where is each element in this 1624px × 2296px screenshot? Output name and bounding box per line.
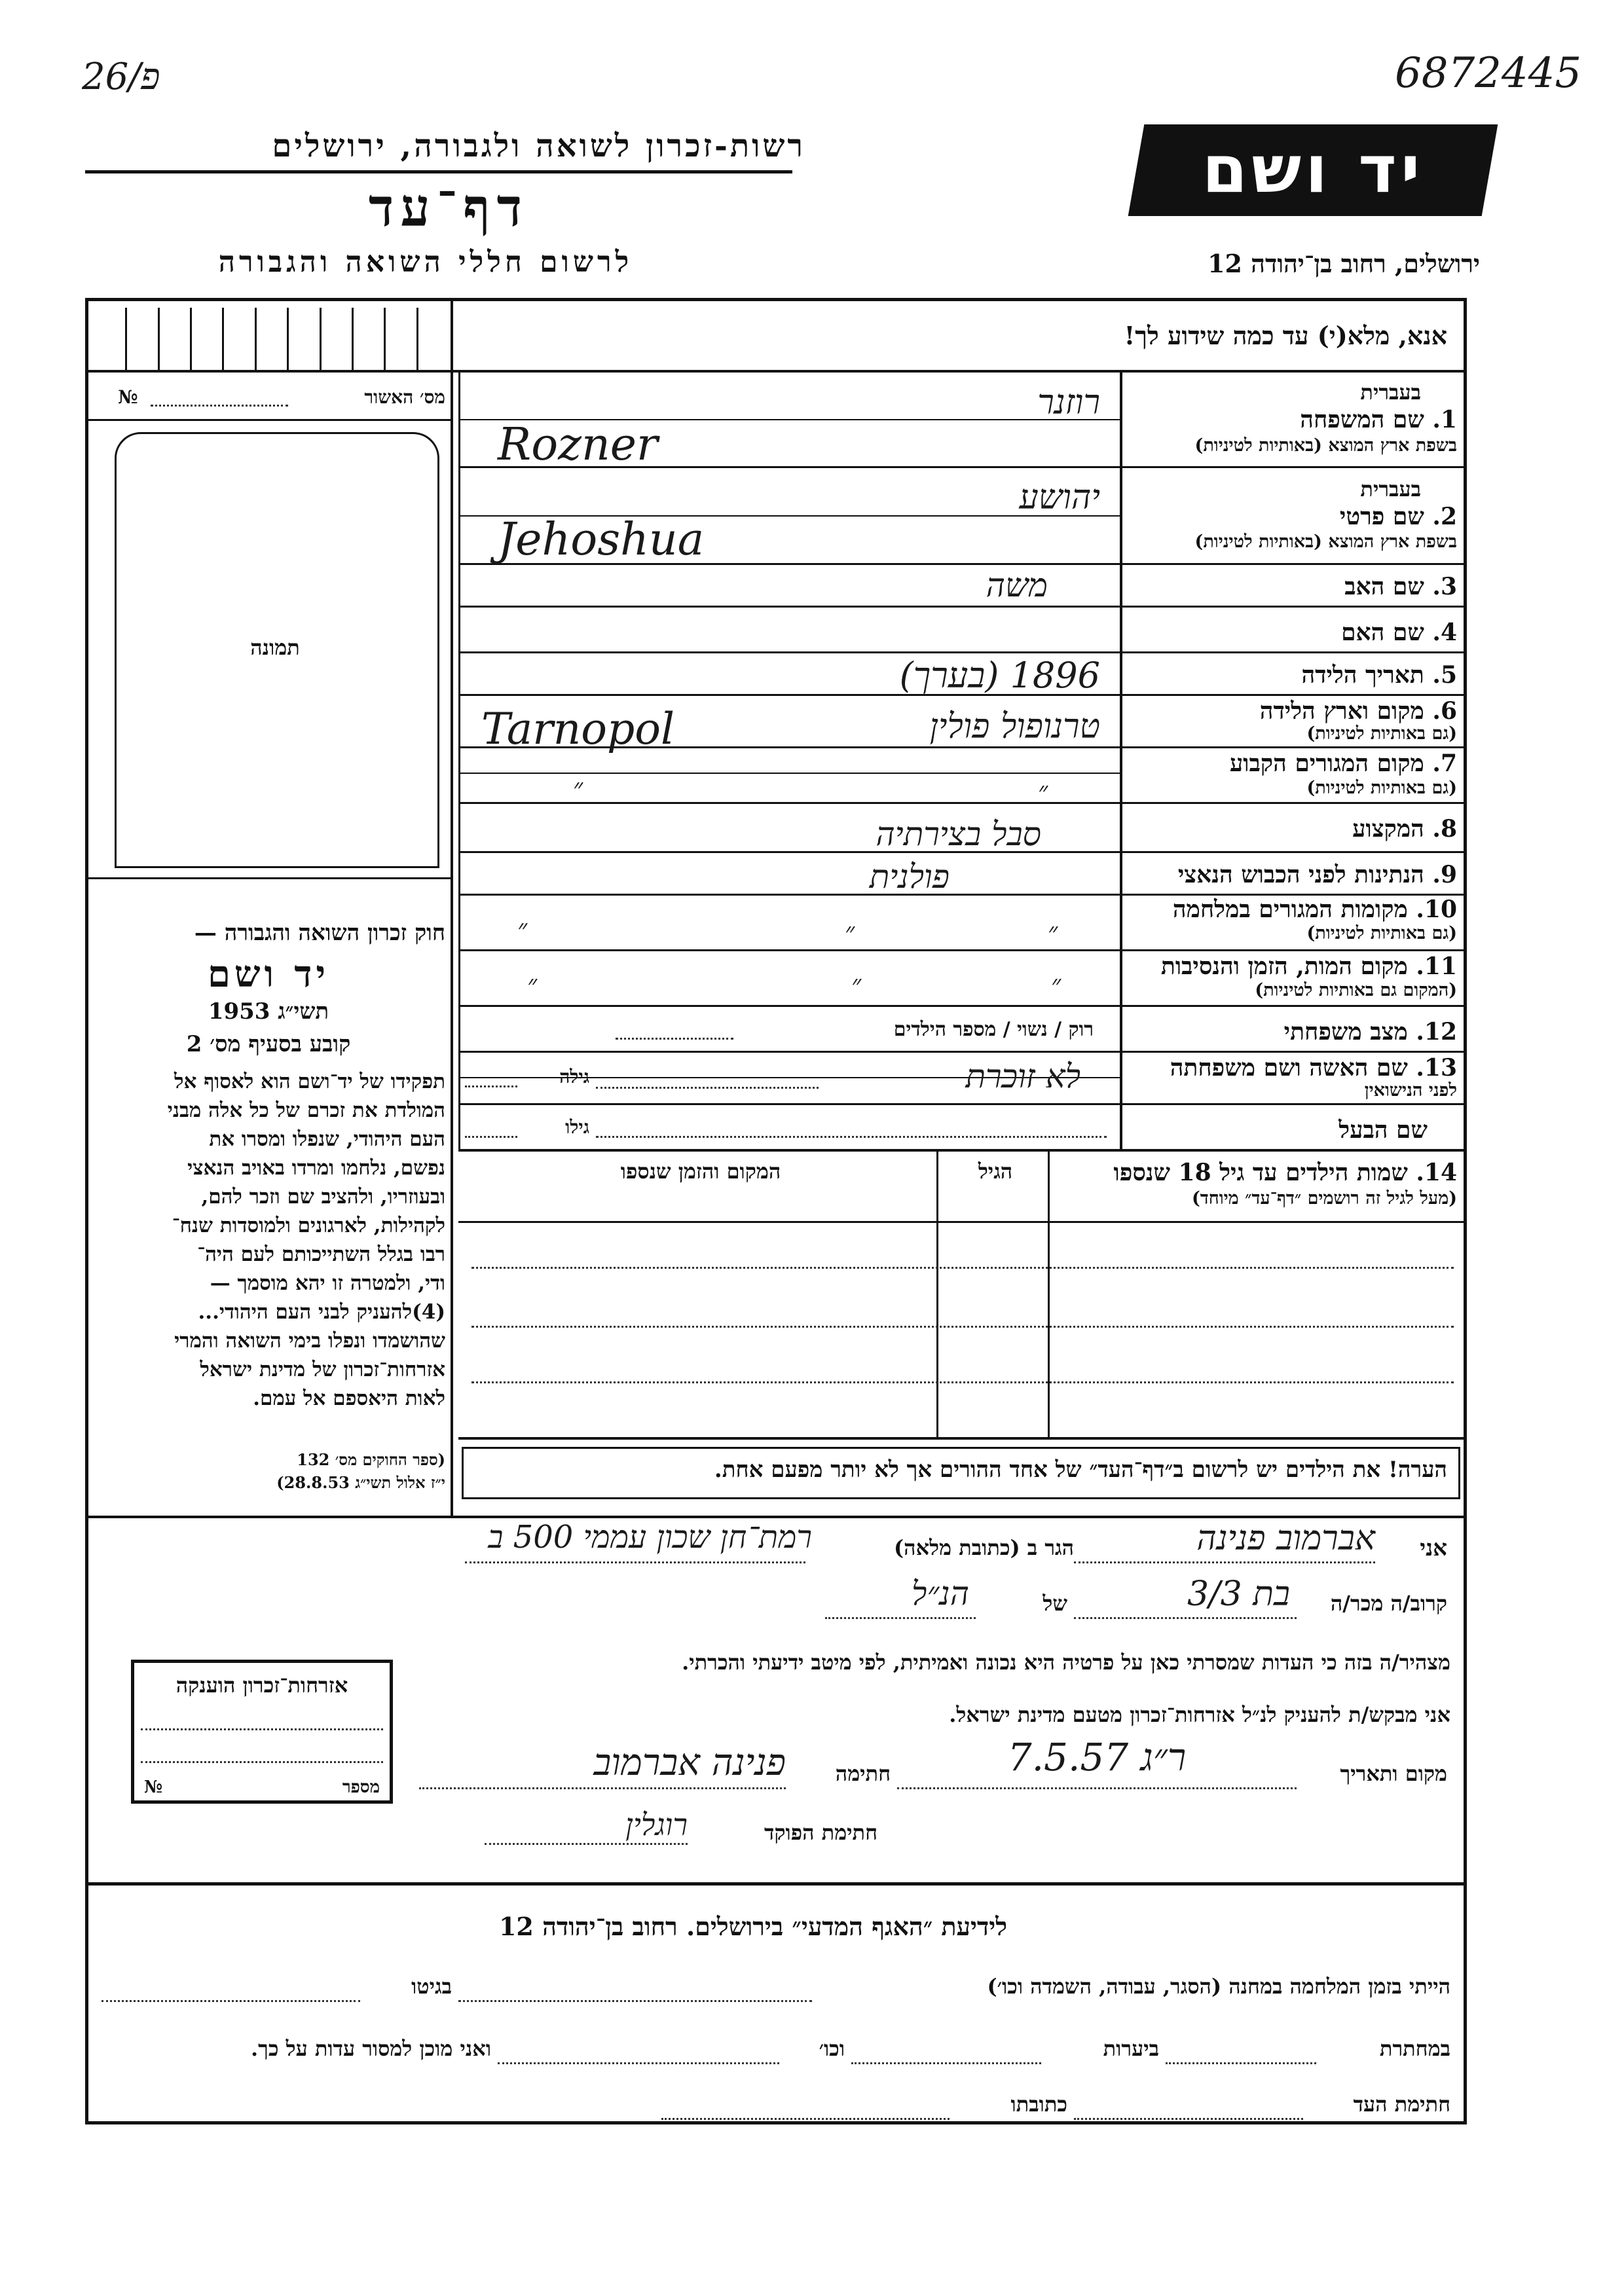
field-2-hebrew-label: בעברית	[1360, 477, 1421, 501]
row-rule-4	[458, 651, 1467, 653]
field-10-label: 10. מקומות המגורים במלחמה	[1172, 896, 1457, 923]
field-2-label: 2. שם פרטי	[1339, 503, 1457, 530]
law-line-2: המולדת את זכרם של כל אלה מבני	[167, 1099, 445, 1122]
bottom-line2-dotted-3[interactable]	[498, 2062, 779, 2064]
f14-row-3[interactable]	[471, 1381, 1454, 1383]
law-source-1: (ספר החוקים מס׳ 132	[297, 1450, 445, 1469]
row-rule-12	[458, 1051, 1467, 1053]
f14-header-rule	[458, 1221, 1467, 1223]
officer-signature-dotted[interactable]	[485, 1843, 688, 1845]
field-1-hebrew-value[interactable]: רוזנר	[1037, 383, 1100, 422]
husband-name-dotted[interactable]	[596, 1136, 1107, 1138]
field-10-ditto-1[interactable]: ״	[1048, 917, 1058, 947]
authority-title: רשות-זכרון לשואה ולגבורה, ירושלים	[272, 128, 805, 164]
request-text: אני מבקש/ת להעניק לנ״ל אזרחות־זכרון מטעם מדינת ישראל.	[949, 1702, 1450, 1727]
husband-age-dotted[interactable]	[465, 1136, 517, 1138]
bottom-line2-dotted-1[interactable]	[1166, 2062, 1316, 2064]
form-title: דף־עד	[368, 177, 529, 238]
of-dotted[interactable]	[825, 1617, 976, 1619]
row-rule-7	[458, 802, 1467, 804]
law-line-12: לאות היאספם אל עמם.	[253, 1387, 445, 1410]
field-10-ditto-2[interactable]: ״	[845, 917, 855, 947]
field-1-label: 1. שם המשפחה	[1300, 406, 1457, 433]
field-12-options[interactable]: רוק / נשוי / מספר הילדים	[893, 1018, 1094, 1041]
field-6-sublabel: (גם באותיות לטיניות)	[1306, 723, 1457, 744]
declarant-resides-label: הגר ב (כתובת מלאה)	[894, 1535, 1074, 1560]
bottom-line2-dotted-2[interactable]	[851, 2062, 1041, 2064]
approval-rule	[85, 419, 452, 421]
value-column-left	[458, 370, 460, 1149]
tick-boxes	[95, 308, 449, 370]
law-line-8: ודי, ולמטרה זו יהא מוסמך —	[210, 1271, 445, 1295]
law-line-6: לקהילות, לארגונים ולמוסדות שנח־	[172, 1214, 445, 1237]
bottom-line2-c: וכו׳	[819, 2036, 845, 2061]
field-11-ditto-2[interactable]: ״	[851, 970, 862, 1000]
officer-signature-value[interactable]: רוגלין	[625, 1807, 688, 1842]
bottom-line3-dotted-2[interactable]	[661, 2118, 950, 2120]
field-13-value[interactable]: לא זוכרת	[965, 1057, 1080, 1095]
photo-bottom-rule	[85, 877, 452, 879]
field-13-age-dotted[interactable]	[465, 1085, 517, 1087]
field-13-sublabel: לפני הנישואין	[1364, 1080, 1457, 1101]
header-rule	[85, 170, 792, 173]
field-11-label: 11. מקום המות, הזמן והנסיבות	[1160, 953, 1457, 980]
law-line-7: רבו בגלל השתייכותם לעם היה־	[197, 1243, 445, 1266]
law-line-1: תפקידו של יד־ושם הוא לאסוף אל	[174, 1070, 445, 1093]
bottom-line1-b: בגיטו	[411, 1974, 452, 1999]
relative-value[interactable]: בת 3/3	[1187, 1575, 1290, 1614]
bottom-title: לידיעת ״האגף המדעי״ בירושלים. רחוב בן־יהודה 12	[498, 1912, 1008, 1941]
row-rule-10	[458, 949, 1467, 951]
field-13-age-label: גילה	[559, 1066, 589, 1087]
field-8-value[interactable]: סבל בצירתיה	[876, 815, 1041, 853]
declarant-name-value[interactable]: אברמוב פנינה	[1196, 1519, 1375, 1558]
signature-dotted[interactable]	[419, 1787, 786, 1789]
bottom-line3-a: חתימת העד	[1353, 2092, 1450, 2117]
field-6-label: 6. מקום וארץ הלידה	[1259, 697, 1457, 725]
note-text: הערה! את הילדים יש לרשום ב״דף־העד״ של אחד ההורים אך לא יותר מפעם אחת.	[714, 1457, 1447, 1483]
law-source-2: י״ז אלול תשי״ג 28.8.53)	[276, 1473, 445, 1492]
field-7-label: 7. מקום המגורים הקבוע	[1229, 750, 1457, 777]
field-14-sublabel: (מעל לגיל זה רושמים ״דף־עד״ מיוחד)	[1191, 1188, 1457, 1209]
declarant-address-value[interactable]: רמת־חן שכון עממי 500 ב	[488, 1519, 812, 1556]
bottom-line3-b: כתובתו	[1010, 2092, 1067, 2117]
top-row-rule	[85, 370, 1467, 373]
place-date-dotted[interactable]	[897, 1787, 1297, 1789]
field-14-place-header: המקום והזמן שנספו	[620, 1159, 781, 1184]
left-column-divider	[451, 298, 453, 1516]
citizenship-title: אזרחות־זכרון הוענקה	[175, 1673, 348, 1698]
citizenship-no: №	[144, 1777, 163, 1797]
place-date-value[interactable]: ר״ג 7.5.57	[1007, 1735, 1187, 1779]
photo-label: תמונה	[250, 635, 300, 660]
citizenship-dotted-1[interactable]	[141, 1728, 383, 1730]
declarant-ani: אני	[1420, 1535, 1447, 1561]
f14-bottom-rule	[458, 1437, 1467, 1440]
of-value[interactable]: הנ״ל	[912, 1575, 969, 1613]
law-clause: קובע בסעיף מס׳ 2	[186, 1031, 351, 1057]
field-2-latin-value[interactable]: Jehoshua	[498, 514, 705, 566]
instruction-text: אנא, מלא(י) עד כמה שידוע לך!	[1124, 321, 1447, 350]
field-12-label: 12. מצב משפחתי	[1283, 1018, 1457, 1046]
signature-value[interactable]: פנינה אברמוב	[593, 1741, 786, 1784]
declaration-text: מצהיר/ה בזה כי העדות שמסרתי כאן על פרטיה היא נכונה ואמיתית, לפי מיטב ידיעתי והכרתי.	[682, 1650, 1450, 1675]
field-11-sublabel: (המקום גם באותיות לטיניות)	[1255, 980, 1457, 1000]
field-9-label: 9. הנתינות לפני הכבוש הנאצי	[1177, 861, 1457, 888]
field-12-dotted[interactable]	[616, 1038, 733, 1040]
form-subtitle: לרשום חללי השואה והגבורה	[218, 246, 633, 279]
approval-label: מס׳ האשור	[364, 386, 445, 408]
f14-row-2[interactable]	[471, 1326, 1454, 1328]
field-5-value[interactable]: 1896 (בערך)	[899, 655, 1100, 696]
field-13-label: 13. שם האשה ושם משפחתה	[1170, 1054, 1457, 1082]
f14-col-divider-2	[936, 1152, 938, 1440]
bottom-line3-dotted-1[interactable]	[1074, 2118, 1303, 2120]
relative-label: קרוב/ה מכר/ה	[1330, 1591, 1447, 1616]
field-7-ditto-2[interactable]: ״	[573, 773, 583, 803]
field-10-ditto-3[interactable]: ״	[517, 914, 528, 944]
law-line-10: שהושמדו ונפלו בימי השואה והמרי	[174, 1329, 445, 1353]
row-rule-11	[458, 1005, 1467, 1007]
field-5-label: 5. תאריך הלידה	[1301, 661, 1457, 689]
signature-label: חתימה	[835, 1761, 891, 1786]
approval-dotted[interactable]	[151, 405, 288, 407]
declarant-name-dotted[interactable]	[1074, 1561, 1375, 1563]
field-1-sublabel: בשפת ארץ המוצא (באותיות לטיניות)	[1194, 435, 1457, 456]
field-10-sublabel: (גם באותיות לטיניות)	[1306, 923, 1457, 943]
law-title: חוק זכרון השואה והגבורה —	[194, 920, 445, 946]
field-3-value[interactable]: משה	[986, 566, 1048, 604]
law-paragraph	[92, 1067, 445, 1413]
bottom-line1-a: הייתי בזמן המלחמה במחנה (הסגר, עבודה, השמדה וכו׳)	[987, 1974, 1450, 1999]
field-3-label: 3. שם האב	[1344, 573, 1457, 600]
bottom-section-rule	[85, 1882, 1467, 1886]
header-address: ירושלים, רחוב בן־יהודה 12	[1208, 249, 1480, 278]
declarant-address-dotted[interactable]	[465, 1561, 805, 1563]
husband-age-label: גילו	[565, 1116, 589, 1138]
row-rule-13	[458, 1103, 1467, 1105]
corner-note-left: 26/פ	[82, 56, 160, 98]
field-6-hebrew-value[interactable]: טרנופול פולין	[929, 707, 1100, 746]
husband-label: שם הבעל	[1338, 1116, 1428, 1144]
relative-dotted[interactable]	[1074, 1617, 1297, 1619]
field-4-label: 4. שם האם	[1341, 619, 1457, 646]
approval-no: №	[118, 386, 138, 408]
declaration-top-rule	[85, 1516, 1467, 1518]
row-rule-14	[458, 1149, 1467, 1152]
field-1-latin-value[interactable]: Rozner	[498, 419, 658, 471]
law-line-11: אזרחות־זכרון של מדינת ישראל	[200, 1358, 445, 1381]
field-14-age-header: הגיל	[978, 1159, 1013, 1184]
law-name: יד ושם	[207, 953, 330, 996]
f14-row-1[interactable]	[471, 1267, 1454, 1269]
bottom-line2-b: ביערות	[1103, 2036, 1159, 2061]
field-9-value[interactable]: פולנית	[869, 858, 950, 896]
field-11-ditto-1[interactable]: ״	[1051, 970, 1061, 1000]
law-line-5: ובעוזריו, ולהציב שם וזכר להם,	[201, 1185, 445, 1209]
citizenship-number-label: מספר	[342, 1777, 380, 1797]
citizenship-dotted-2[interactable]	[141, 1761, 383, 1763]
f14-col-divider-1	[1048, 1152, 1050, 1440]
field-1-hebrew-label: בעברית	[1360, 380, 1421, 405]
law-line-4: נפשם, נלחמו ומרדו באויב הנאצי	[187, 1156, 445, 1180]
logo-text: יד ושם	[1202, 131, 1424, 208]
field-13-name-dotted[interactable]	[596, 1087, 819, 1089]
bottom-line1-dotted-2[interactable]	[101, 2000, 360, 2002]
of-label: של	[1043, 1591, 1067, 1616]
row-rule-3	[458, 606, 1467, 608]
corner-note-right: 6872445	[1395, 49, 1582, 98]
row6-mid	[458, 773, 1120, 774]
label-column-divider	[1120, 370, 1122, 1149]
officer-signature-label: חתימת הפוקד	[764, 1820, 877, 1845]
law-year: תשי״ג 1953	[208, 998, 329, 1025]
field-2-hebrew-value[interactable]: יהושע	[1019, 478, 1100, 517]
bottom-line2-a: במחתרת	[1379, 2036, 1450, 2061]
field-11-ditto-3[interactable]: ״	[527, 970, 538, 1000]
place-date-label: מקום ותאריך	[1340, 1761, 1447, 1786]
field-2-sublabel: בשפת ארץ המוצא (באותיות לטיניות)	[1194, 532, 1457, 552]
field-6-latin-value[interactable]: Tarnopol	[481, 704, 675, 754]
field-7-ditto-1[interactable]: ״	[1038, 776, 1048, 807]
field-14-label: 14. שמות הילדים עד גיל 18 שנספו	[1113, 1159, 1457, 1186]
field-8-label: 8. המקצוע	[1352, 815, 1457, 843]
bottom-line1-dotted-1[interactable]	[458, 2000, 812, 2002]
law-line-3: העם היהודי, שנפלו ומסרו את	[209, 1127, 445, 1151]
bottom-line2-d: ואני מוכן למסור עדות על כך.	[250, 2036, 491, 2061]
law-line-9: (4)להעניק לבני העם היהודי...	[198, 1300, 445, 1324]
field-7-sublabel: (גם באותיות לטיניות)	[1306, 778, 1457, 798]
